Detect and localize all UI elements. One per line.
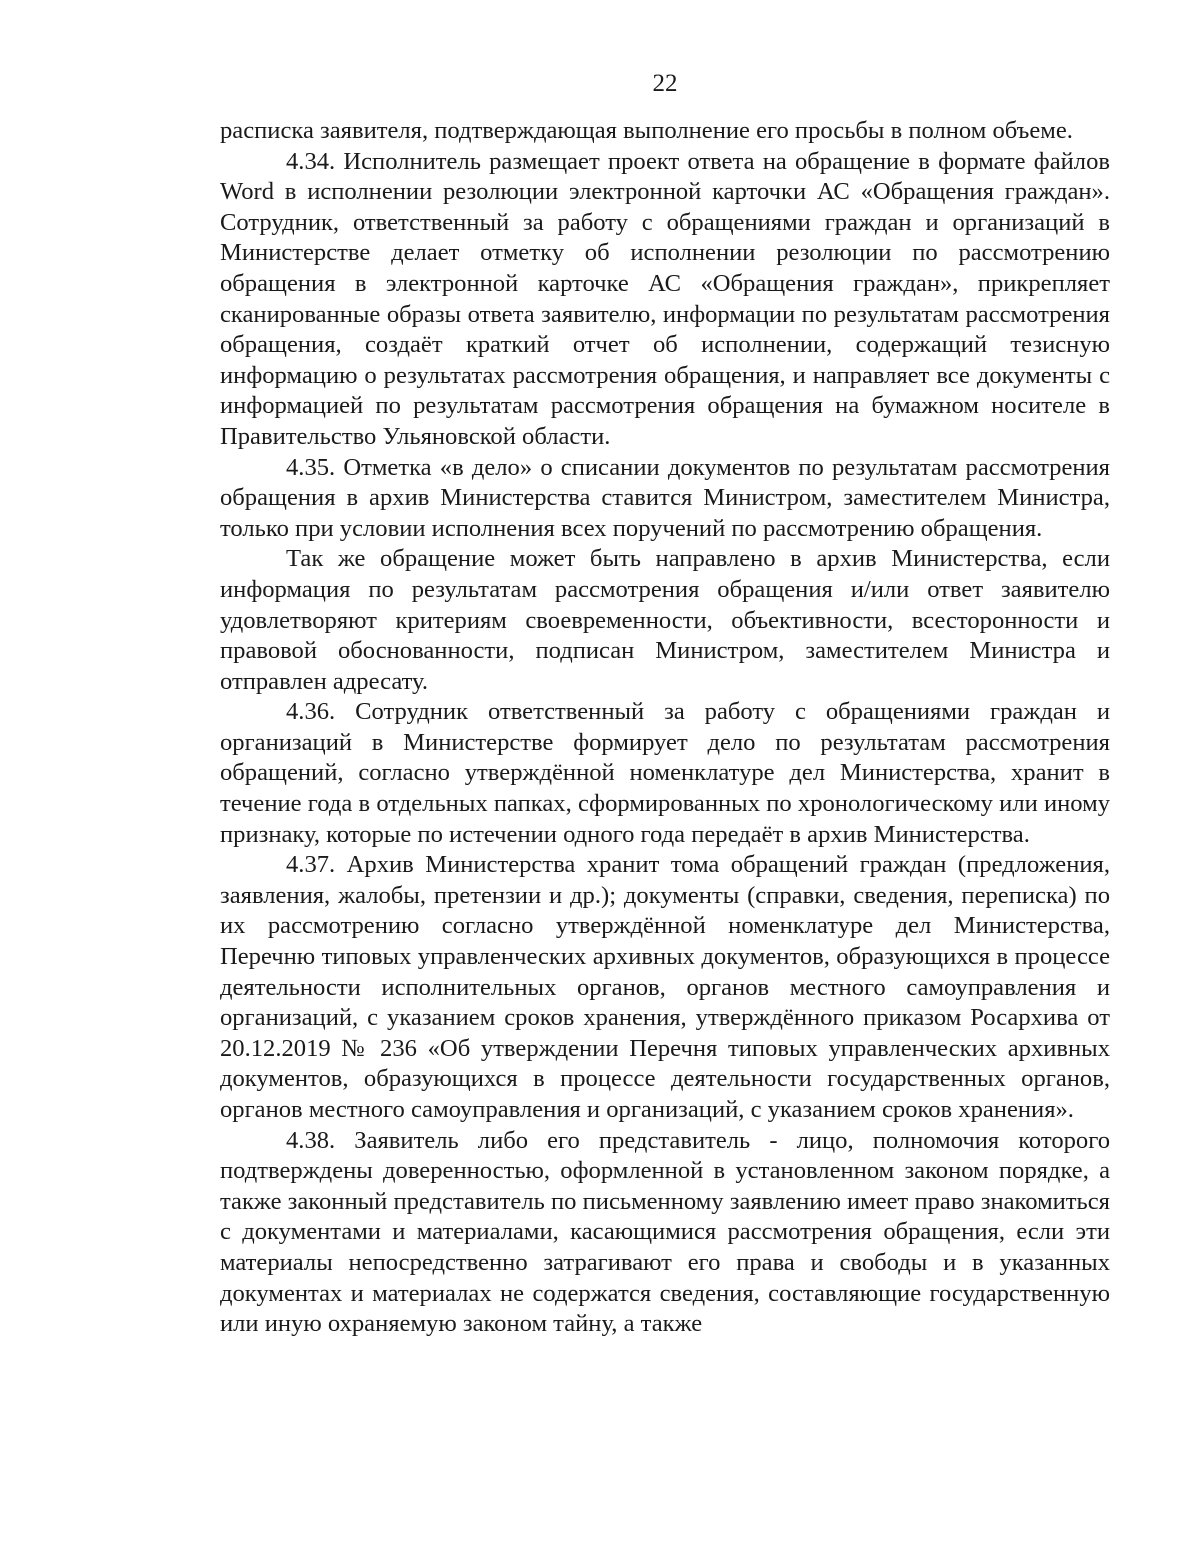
paragraph-4-35: 4.35. Отметка «в дело» о списании документов по результатам рассмотрения обращения в архив Министерства ставится Министром, заместителем Министра, только при условии исполнения всех поручений по рассмотрению обращения. bbox=[220, 453, 1110, 542]
paragraph-4-37: 4.37. Архив Министерства хранит тома обращений граждан (предложения, заявления, жалобы, претензии и др.); документы (справки, сведения, переписка) по их рассмотрению согласно утверждённой номенклатуре дел Министерства, Перечню типовых управленческих архивных документов, образующихся в процессе деятельности исполнительных органов, органов местного самоуправления и организаций, с указанием сроков хранения, утверждённого приказом Росархива от 20.12.2019 № 236 «Об утверждении Перечня типовых управленческих архивных документов, образующихся в процессе деятельности государственных органов, органов местного самоуправления и организаций, с указанием сроков хранения». bbox=[220, 851, 1110, 1123]
paragraph-archive-note: Так же обращение может быть направлено в архив Министерства, если информация по результатам рассмотрения обращения и/или ответ заявителю удовлетворяют критериям своевременности, объективности, всесторонности и правовой обоснованности, подписан Министром, заместителем Министра и отправлен адресату. bbox=[220, 545, 1110, 695]
paragraph-4-34: 4.34. Исполнитель размещает проект ответа на обращение в формате файлов Word в исполнении резолюции электронной карточки АС «Обращения граждан». Сотрудник, ответственный за работу с обращениями граждан и организаций в Министерстве делает отметку об исполнении резолюции по рассмотрению обращения в электронной карточке АС «Обращения граждан», прикрепляет сканированные образы ответа заявителю, информации по результатам рассмотрения обращения, создаёт краткий отчет об исполнении, содержащий тезисную информацию о результатах рассмотрения обращения, и направляет все документы с информацией по результатам рассмотрения обращения на бумажном носителе в Правительство Ульяновской области. bbox=[220, 147, 1110, 450]
document-body bbox=[220, 116, 1110, 1340]
paragraph-4-38: 4.38. Заявитель либо его представитель - лицо, полномочия которого подтверждены доверенностью, оформленной в установленном законом порядке, а также законный представитель по письменному заявлению имеет право знакомиться с документами и материалами, касающимися рассмотрения обращения, если эти материалы непосредственно затрагивают его права и свободы и в указанных документах и материалах не содержатся сведения, составляющие государственную или иную охраняемую законом тайну, а также bbox=[220, 1126, 1110, 1338]
paragraph-continuation: расписка заявителя, подтверждающая выполнение его просьбы в полном объеме. bbox=[220, 117, 1073, 144]
paragraph-4-36: 4.36. Сотрудник ответственный за работу с обращениями граждан и организаций в Министерстве формирует дело по результатам рассмотрения обращений, согласно утверждённой номенклатуре дел Министерства, хранит в течение года в отдельных папках, сформированных по хронологическому или иному признаку, которые по истечении одного года передаёт в архив Министерства. bbox=[220, 698, 1110, 848]
page-number: 22 bbox=[652, 70, 678, 97]
